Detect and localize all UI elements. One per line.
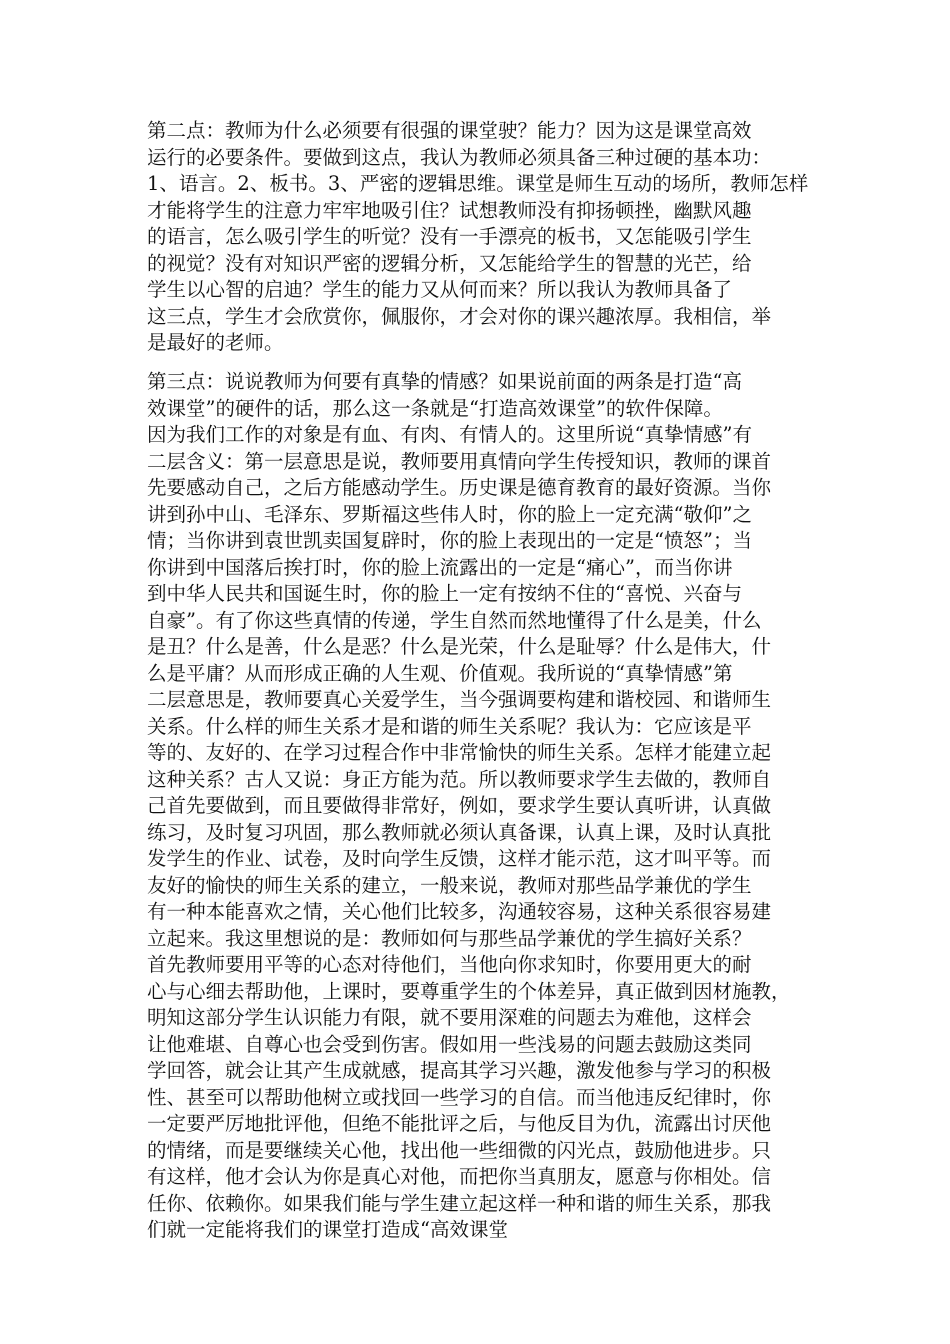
text-line: 自豪”。有了你这些真情的传递，学生自然而然地懂得了什么是美，什么 bbox=[147, 608, 762, 632]
text-line: 首先教师要用平等的心态对待他们，当他向你求知时，你要用更大的耐 bbox=[147, 953, 752, 976]
text-line: 么是平庸？从而形成正确的人生观、价值观。我所说的“真挚情感”第 bbox=[147, 661, 733, 685]
text-line: 让他难堪、自尊心也会受到伤害。假如用一些浅易的问题去鼓励这类同 bbox=[147, 1032, 752, 1056]
text-line: 的视觉？没有对知识严密的逻辑分析，又怎能给学生的智慧的光芒，给 bbox=[147, 251, 752, 275]
text-line: 有一种本能喜欢之情，关心他们比较多，沟通较容易，这种关系很容易建 bbox=[147, 900, 772, 923]
text-line: 是最好的老师。 bbox=[147, 331, 284, 354]
text-line: 一定要严厉地批评他，但绝不能批评之后，与他反目为仇，流露出讨厌他 bbox=[147, 1112, 772, 1135]
text-line: 1、语言。2、板书。3、严密的逻辑思维。课堂是师生互动的场所，教师怎样 bbox=[147, 172, 809, 195]
text-line: 友好的愉快的师生关系的建立，一般来说，教师对那些品学兼优的学生 bbox=[147, 873, 752, 897]
text-line: 才能将学生的注意力牢牢地吸引住？试想教师没有抑扬顿挫，幽默风趣 bbox=[147, 198, 752, 222]
text-line: 第二点：教师为什么必须要有很强的课堂驶？能力？因为这是课堂高效 bbox=[147, 119, 752, 142]
paragraph-point-three bbox=[147, 369, 807, 1244]
text-line: 讲到孙中山、毛泽东、罗斯福这些伟人时，你的脸上一定充满“敬仰”之 bbox=[147, 502, 752, 526]
text-line: 学回答，就会让其产生成就感，提高其学习兴趣，激发他参与学习的积极 bbox=[147, 1059, 772, 1082]
text-line: 们就一定能将我们的课堂打造成“高效课堂 bbox=[147, 1218, 508, 1241]
text-line: 练习，及时复习巩固，那么教师就必须认真备课，认真上课，及时认真批 bbox=[147, 820, 772, 844]
text-line: 等的、友好的、在学习过程合作中非常愉快的师生关系。怎样才能建立起 bbox=[147, 741, 772, 764]
text-line: 到中华人民共和国诞生时，你的脸上一定有按纳不住的“喜悦、兴奋与 bbox=[147, 582, 742, 605]
paragraph-point-two bbox=[147, 118, 807, 357]
text-line: 的语言，怎么吸引学生的听觉？没有一手漂亮的板书，又怎能吸引学生 bbox=[147, 225, 752, 248]
text-line: 这三点，学生才会欣赏你，佩服你，才会对你的课兴趣浓厚。我相信，举 bbox=[147, 304, 772, 328]
text-line: 运行的必要条件。要做到这点，我认为教师必须具备三种过硬的基本功： bbox=[147, 145, 772, 169]
text-line: 是丑？什么是善，什么是恶？什么是光荣，什么是耻辱？什么是伟大，什 bbox=[147, 635, 772, 658]
text-line: 立起来。我这里想说的是：教师如何与那些品学兼优的学生搞好关系？ bbox=[147, 926, 752, 950]
text-line: 第三点：说说教师为何要有真挚的情感？如果说前面的两条是打造“高 bbox=[147, 370, 742, 393]
text-line: 己首先要做到，而且要做得非常好，例如，要求学生要认真听讲，认真做 bbox=[147, 794, 772, 817]
text-line: 心与心细去帮助他，上课时，要尊重学生的个体差异，真正做到因材施教， bbox=[147, 979, 791, 1003]
text-line: 明知这部分学生认识能力有限，就不要用深难的问题去为难他，这样会 bbox=[147, 1006, 752, 1029]
text-line: 任你、依赖你。如果我们能与学生建立起这样一种和谐的师生关系，那我 bbox=[147, 1191, 772, 1215]
text-line: 因为我们工作的对象是有血、有肉、有情人的。这里所说“真挚情感”有 bbox=[147, 423, 752, 446]
text-line: 的情绪，而是要继续关心他，找出他一些细微的闪光点，鼓励他进步。只 bbox=[147, 1138, 772, 1162]
text-line: 发学生的作业、试卷，及时向学生反馈，这样才能示范，这才叫平等。而 bbox=[147, 847, 772, 870]
text-line: 情；当你讲到袁世凯卖国复辟时，你的脸上表现出的一定是“愤怒”；当 bbox=[147, 529, 752, 552]
text-line: 二层含义：第一层意思是说，教师要用真情向学生传授知识，教师的课首 bbox=[147, 449, 772, 473]
text-line: 有这样，他才会认为你是真心对他，而把你当真朋友，愿意与你相处。信 bbox=[147, 1165, 772, 1188]
text-line: 你讲到中国落后挨打时，你的脸上流露出的一定是“痛心”，而当你讲 bbox=[147, 555, 733, 579]
text-line: 学生以心智的启迪？学生的能力又从何而来？所以我认为教师具备了 bbox=[147, 278, 733, 301]
text-line: 这种关系？古人又说：身正方能为范。所以教师要求学生去做的，教师自 bbox=[147, 767, 772, 791]
text-line: 效课堂”的硬件的话，那么这一条就是“打造高效课堂”的软件保障。 bbox=[147, 396, 723, 420]
text-line: 二层意思是，教师要真心关爱学生，当今强调要构建和谐校园、和谐师生 bbox=[147, 688, 772, 711]
text-line: 性、甚至可以帮助他树立或找回一些学习的自信。而当他违反纪律时，你 bbox=[147, 1085, 772, 1109]
text-line: 关系。什么样的师生关系才是和谐的师生关系呢？我认为：它应该是平 bbox=[147, 714, 752, 738]
text-line: 先要感动自己，之后方能感动学生。历史课是德育教育的最好资源。当你 bbox=[147, 476, 772, 499]
